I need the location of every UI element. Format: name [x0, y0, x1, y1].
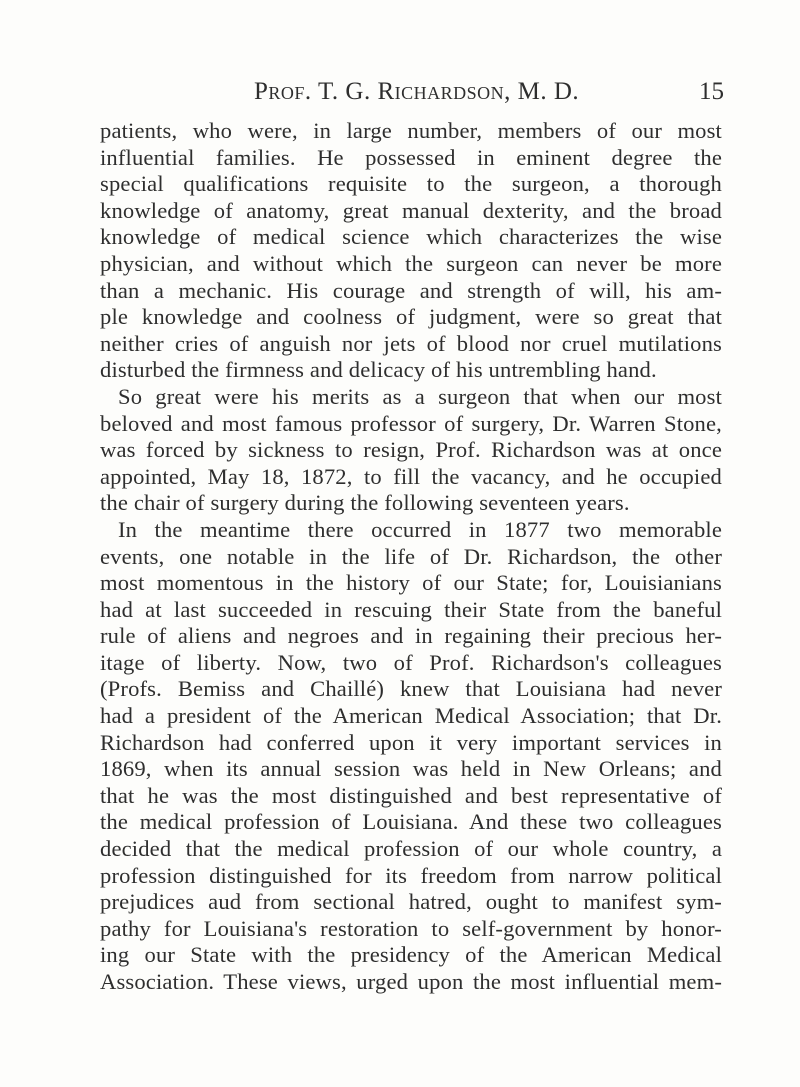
running-head: Prof. T. G. Richardson, M. D.	[254, 78, 580, 105]
paragraph-start-line: In the meantime there occurred in 1877 two memorable	[118, 516, 722, 542]
text-line: prejudices aud from sectional hatred, ought to manifest sym-	[100, 889, 722, 915]
text-line: influential families. He possessed in eminent degree the	[100, 144, 722, 170]
text-line: had a president of the American Medical Association; that Dr.	[100, 703, 722, 729]
text-line: knowledge of medical science which characterizes the wise	[100, 224, 722, 250]
text-line: ing our State with the presidency of the American Medical	[100, 942, 722, 968]
text-line: beloved and most famous professor of surgery, Dr. Warren Stone,	[100, 410, 722, 436]
text-line: than a mechanic. His courage and strength of will, his am-	[100, 277, 722, 303]
text-line: neither cries of anguish nor jets of blood nor cruel mutilations	[100, 330, 722, 356]
text-line: decided that the medical profession of our whole country, a	[100, 836, 722, 862]
text-line: patients, who were, in large number, members of our most	[100, 118, 722, 143]
paragraph-start-line: So great were his merits as a surgeon that when our most	[118, 383, 722, 409]
text-line: appointed, May 18, 1872, to fill the vacancy, and he occupied	[100, 463, 722, 489]
text-line: (Profs. Bemiss and Chaillé) knew that Louisiana had never	[100, 676, 722, 702]
text-line: knowledge of anatomy, great manual dexterity, and the broad	[100, 197, 722, 223]
text-line: pathy for Louisiana's restoration to self-government by honor-	[100, 915, 722, 941]
text-line: physician, and without which the surgeon can never be more	[100, 250, 722, 276]
text-line: rule of aliens and negroes and in regaining their precious her-	[100, 623, 722, 649]
text-line: itage of liberty. Now, two of Prof. Richardson's colleagues	[100, 649, 722, 675]
text-line: special qualifications requisite to the surgeon, a thorough	[100, 171, 722, 197]
text-line: the medical profession of Louisiana. And these two colleagues	[100, 809, 722, 835]
text-line: events, one notable in the life of Dr. Richardson, the other	[100, 543, 722, 569]
text-line: Association. These views, urged upon the most influential mem-	[100, 969, 722, 994]
body-text	[100, 118, 722, 996]
page-number: 15	[699, 78, 724, 105]
text-line: ple knowledge and coolness of judgment, were so great that	[100, 304, 722, 330]
text-line: the chair of surgery during the following seventeen years.	[100, 490, 630, 516]
page-header	[100, 78, 724, 108]
text-line: disturbed the firmness and delicacy of his untrembling hand.	[100, 357, 657, 383]
text-line: was forced by sickness to resign, Prof. Richardson was at once	[100, 437, 722, 463]
text-line: Richardson had conferred upon it very important services in	[100, 729, 722, 755]
text-line: most momentous in the history of our State; for, Louisianians	[100, 570, 722, 596]
text-line: had at last succeeded in rescuing their State from the baneful	[100, 596, 722, 622]
text-line: 1869, when its annual session was held in New Orleans; and	[100, 756, 722, 782]
text-line: profession distinguished for its freedom from narrow political	[100, 862, 722, 888]
text-line: that he was the most distinguished and best representative of	[100, 782, 722, 808]
